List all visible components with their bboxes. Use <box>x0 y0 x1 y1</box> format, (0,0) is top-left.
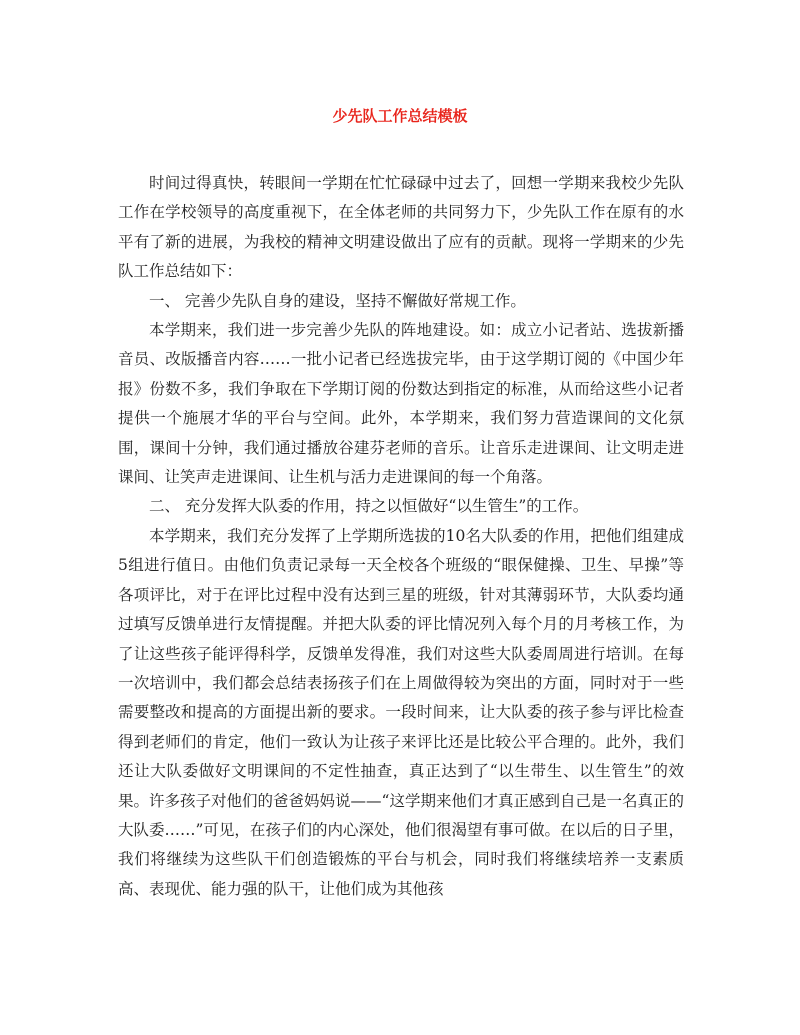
paragraph-intro: 时间过得真快，转眼间一学期在忙忙碌碌中过去了，回想一学期来我校少先队工作在学校领导的高度重视下，在全体老师的共同努力下，少先队工作在原有的水平有了新的进展，为我校的精神文明建设做出了应有的贡献。现将一学期来的少先队工作总结如下： <box>118 174 684 281</box>
document-title: 少先队工作总结模板 <box>332 107 468 125</box>
paragraph-section-2: 本学期来，我们充分发挥了上学期所选拔的10名大队委的作用，把他们组建成5组进行值日。由他们负责记录每一天全校各个班级的“眼保健操、卫生、早操”等各项评比，对于在评比过程中没有达到三星的班级，针对其薄弱环节，大队委均通过填写反馈单进行友情提醒。并把大队委的评比情况列入每个月的月考核工作，为了让这些孩子能评得科学，反馈单发得准，我们对这些大队委周周进行培训。在每一次培训中，我们都会总结表扬孩子们在上周做得较为突出的方面，同时对于一些需要整改和提高的方面提出新的要求。一段时间来，让大队委的孩子参与评比检查得到老师们的肯定，他们一致认为让孩子来评比还是比较公平合理的。此外，我们还让大队委做好文明课间的不定性抽查，真正达到了“以生带生、以生管生”的效果。许多孩子对他们的爸爸妈妈说——“这学期来他们才真正感到自己是一名真正的大队委……”可见，在孩子们的内心深处，他们很渴望有事可做。在以后的日子里，我们将继续为这些队干们创造锻炼的平台与机会，同时我们将继续培养一支素质高、表现优、能力强的队干，让他们成为其他孩 <box>118 526 684 898</box>
document-body <box>118 169 684 904</box>
paragraph-section-1: 本学期来，我们进一步完善少先队的阵地建设。如：成立小记者站、选拔新播音员、改版播音内容……一批小记者已经选拔完毕，由于这学期订阅的《中国少年报》份数不多，我们争取在下学期订阅的份数达到指定的标准，从而给这些小记者提供一个施展才华的平台与空间。此外，本学期来，我们努力营造课间的文化氛围，课间十分钟，我们通过播放谷建芬老师的音乐。让音乐走进课间、让文明走进课间、让笑声走进课间、让生机与活力走进课间的每一个角落。 <box>118 321 684 487</box>
section-heading-1: 一、 完善少先队自身的建设，坚持不懈做好常规工作。 <box>149 291 526 310</box>
section-heading-2: 二、 充分发挥大队委的作用，持之以恒做好“以生管生”的工作。 <box>149 497 589 516</box>
